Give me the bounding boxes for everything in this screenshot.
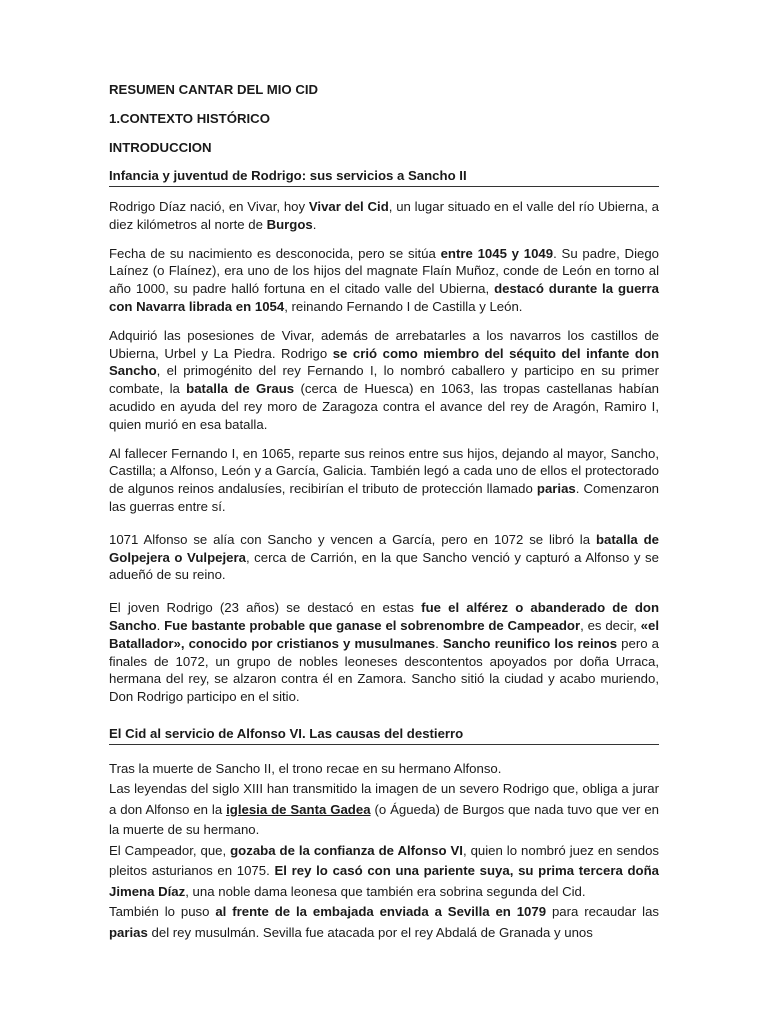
intro-heading: INTRODUCCION — [109, 140, 212, 155]
link-text[interactable]: iglesia de Santa Gadea — [226, 801, 371, 817]
paragraph-trono — [109, 759, 659, 780]
paragraph-leyendas — [109, 779, 659, 841]
text-run: El Campeador, que, — [109, 842, 231, 858]
text-run: Las leyendas del siglo XIII han transmitido la imagen de un severo Rodrigo que, obliga a jurar a don Alfonso en la — [109, 781, 659, 817]
text-run: , una noble dama leonesa que también era sobrina segunda del Cid. — [185, 883, 586, 899]
bold-text: fue el alférez o abanderado de don Sancho — [109, 600, 660, 633]
text-run: del rey musulmán. Sevilla fue atacada por el rey Abdalá de Granada y unos — [147, 924, 593, 940]
text-run: , cerca de Carrión, en la que Sancho venció y capturó a Alfonso y se adueñó de su reino. — [109, 549, 659, 583]
bold-text: «el Batallador», conocido por cristianos y musulmanes — [109, 617, 660, 651]
text-run: Al fallecer Fernando I, en 1065, reparte sus reinos entre sus hijos, dejando al mayor, Sancho, Castilla; a Alfonso, León y a García, Galicia. También legó a cada uno de ellos el protectorado de algunos reinos andalusíes, recibirían el tributo de protección llamado — [109, 445, 659, 497]
bold-text: batalla de Golpejera o Vulpejera — [109, 531, 659, 565]
text-run: (cerca de Huesca) en 1063, las tropas castellanas habían acudido en ayuda del rey moro de Zaragoza contra el avance del rey de Aragón, Ramiro I, quien murió en esa batalla. — [109, 381, 659, 432]
text-run: Fecha de su nacimiento es desconocida, pero se sitúa — [109, 245, 441, 261]
document-body — [109, 82, 659, 943]
text-run: , un lugar situado en el valle del río Ubierna, a diez kilómetros al norte de — [109, 199, 659, 232]
paragraph-embajada — [109, 902, 659, 943]
text-run: pero a finales de 1072, un grupo de nobles leoneses descontentos apoyados por doña Urraca, hermana del rey, se alzaron contra él en Zamora. Sancho sitió la ciudad y acabo muriendo, Don Rodrigo participo en el sitio. — [109, 635, 659, 705]
text-run: Rodrigo Díaz nació, en Vivar, hoy — [109, 199, 309, 214]
bold-text: parias — [109, 924, 148, 940]
section-heading-infancia: Infancia y juventud de Rodrigo: sus servicios a Sancho II — [109, 168, 659, 187]
bold-text: destacó durante la guerra con Navarra librada en 1054 — [109, 281, 659, 314]
text-run: . — [312, 216, 317, 232]
bold-text: parias — [536, 481, 576, 497]
paragraph-campeador — [109, 599, 659, 706]
text-run: , reinando Fernando I de Castilla y León. — [284, 298, 523, 314]
text-run: . Su padre, Diego Laínez (o Flaínez), era uno de los hijos del magnate Flaín Muñoz, conde de León en torno al año 1000, su padre halló fortuna en el citado valle del Ubierna, — [109, 245, 660, 297]
text-run: (o Águeda) de Burgos que nada tuvo que ver en la muerte de su hermano. — [109, 801, 659, 838]
paragraph-nacimiento — [109, 198, 659, 234]
text-run: . — [156, 617, 165, 633]
bold-text: entre 1045 y 1049 — [440, 245, 554, 261]
text-run: , el primogénito del rey Fernando I, lo nombró caballero y participo en su primer combate, la — [109, 363, 659, 397]
context-heading: 1.CONTEXTO HISTÓRICO — [109, 111, 270, 126]
paragraph-posesiones — [109, 327, 659, 434]
paragraph-fecha — [109, 245, 659, 316]
paragraph-confianza — [109, 841, 659, 903]
bold-text: se crió como miembro del séquito del infante don Sancho — [109, 345, 659, 379]
text-run: Tras la muerte de Sancho II, el trono recae en su hermano Alfonso. — [109, 760, 502, 776]
text-run: . — [435, 635, 443, 651]
bold-text: Sancho reunifico los reinos — [442, 635, 618, 651]
text-run: 1071 Alfonso se alía con Sancho y vencen a García, pero en 1072 se libró la — [109, 531, 596, 547]
bold-text: El rey lo casó con una pariente suya, su prima tercera doña Jimena Díaz — [109, 863, 659, 899]
bold-text: Fue bastante probable que ganase el sobrenombre de Campeador — [164, 617, 581, 633]
text-run: para recaudar las — [546, 904, 659, 920]
section-heading-alfonso: El Cid al servicio de Alfonso VI. Las causas del destierro — [109, 726, 659, 745]
text-run: Adquirió las posesiones de Vivar, además de arrebatarles a los navarros los castillos de Ubierna, Urbel y La Piedra. Rodrigo — [109, 327, 659, 361]
bold-text: gozaba de la confianza de Alfonso VI — [230, 842, 463, 858]
paragraph-reparto — [109, 445, 659, 516]
paragraph-golpejera — [109, 531, 659, 584]
bold-text: batalla de Graus — [186, 381, 295, 397]
text-run: . Comenzaron las guerras entre sí. — [109, 481, 659, 514]
text-run: También lo puso — [109, 904, 216, 920]
bold-text: Burgos — [266, 216, 313, 232]
text-run: El joven Rodrigo (23 años) se destacó en estas — [109, 600, 422, 616]
bold-text: al frente de la embajada enviada a Sevilla en 1079 — [215, 904, 547, 920]
document-title: RESUMEN CANTAR DEL MIO CID — [109, 82, 319, 97]
text-run: , es decir, — [580, 617, 641, 633]
text-run: , quien lo nombró juez en sendos pleitos asturianos en 1075. — [109, 842, 659, 879]
bold-text: Vivar del Cid — [308, 199, 389, 214]
